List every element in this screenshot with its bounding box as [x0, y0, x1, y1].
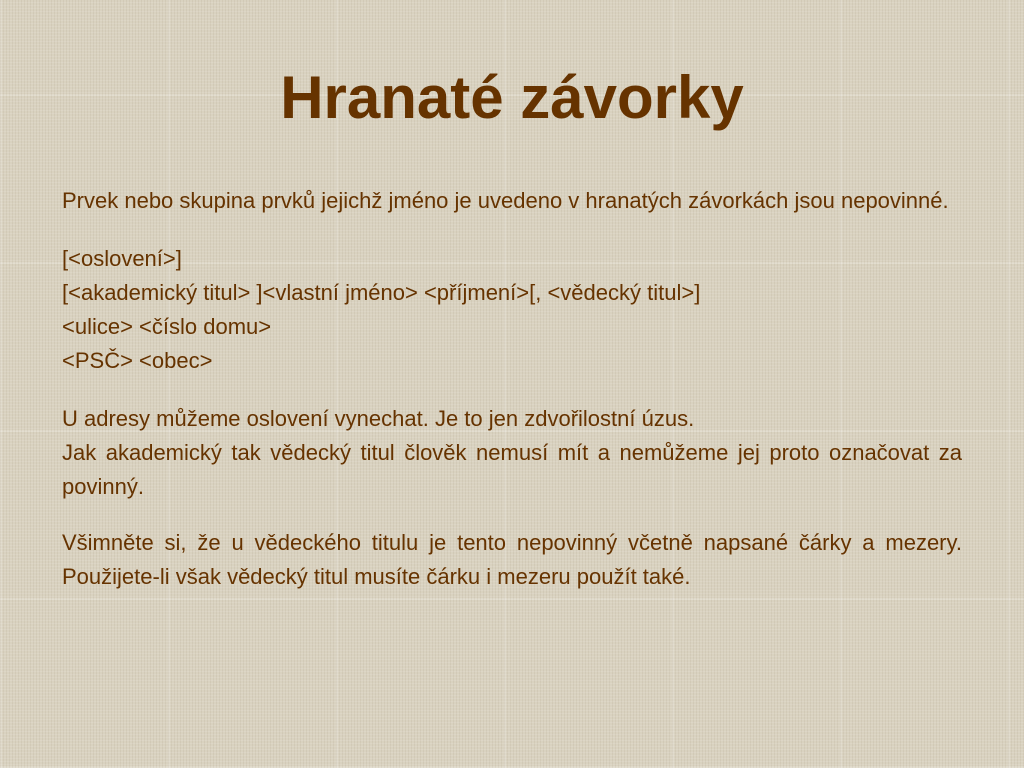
- slide-body: [62, 184, 962, 594]
- note-salutation: U adresy můžeme oslovení vynechat. Je to jen zdvořilostní úzus.: [62, 406, 695, 431]
- note-comma-space: Všimněte si, že u vědeckého titulu je tento nepovinný včetně napsané čárky a mezery. Použijete-li však vědecký titul musíte čárku i mezeru použít také.: [62, 530, 962, 589]
- example-line-name: [<akademický titul> ]<vlastní jméno> <příjmení>[, <vědecký titul>]: [62, 280, 701, 305]
- spacer: [62, 218, 962, 242]
- slide-title: Hranaté závorky: [280, 64, 744, 131]
- example-line-salutation: [<oslovení>]: [62, 246, 182, 271]
- note-titles: Jak akademický tak vědecký titul člověk nemusí mít a nemůžeme jej proto označovat za povinný.: [62, 440, 962, 499]
- example-line-city: <PSČ> <obec>: [62, 348, 213, 373]
- spacer: [62, 378, 962, 402]
- spacer: [62, 504, 962, 526]
- intro-paragraph: Prvek nebo skupina prvků jejichž jméno je uvedeno v hranatých závorkách jsou nepovinné.: [62, 188, 949, 213]
- example-line-street: <ulice> <číslo domu>: [62, 314, 272, 339]
